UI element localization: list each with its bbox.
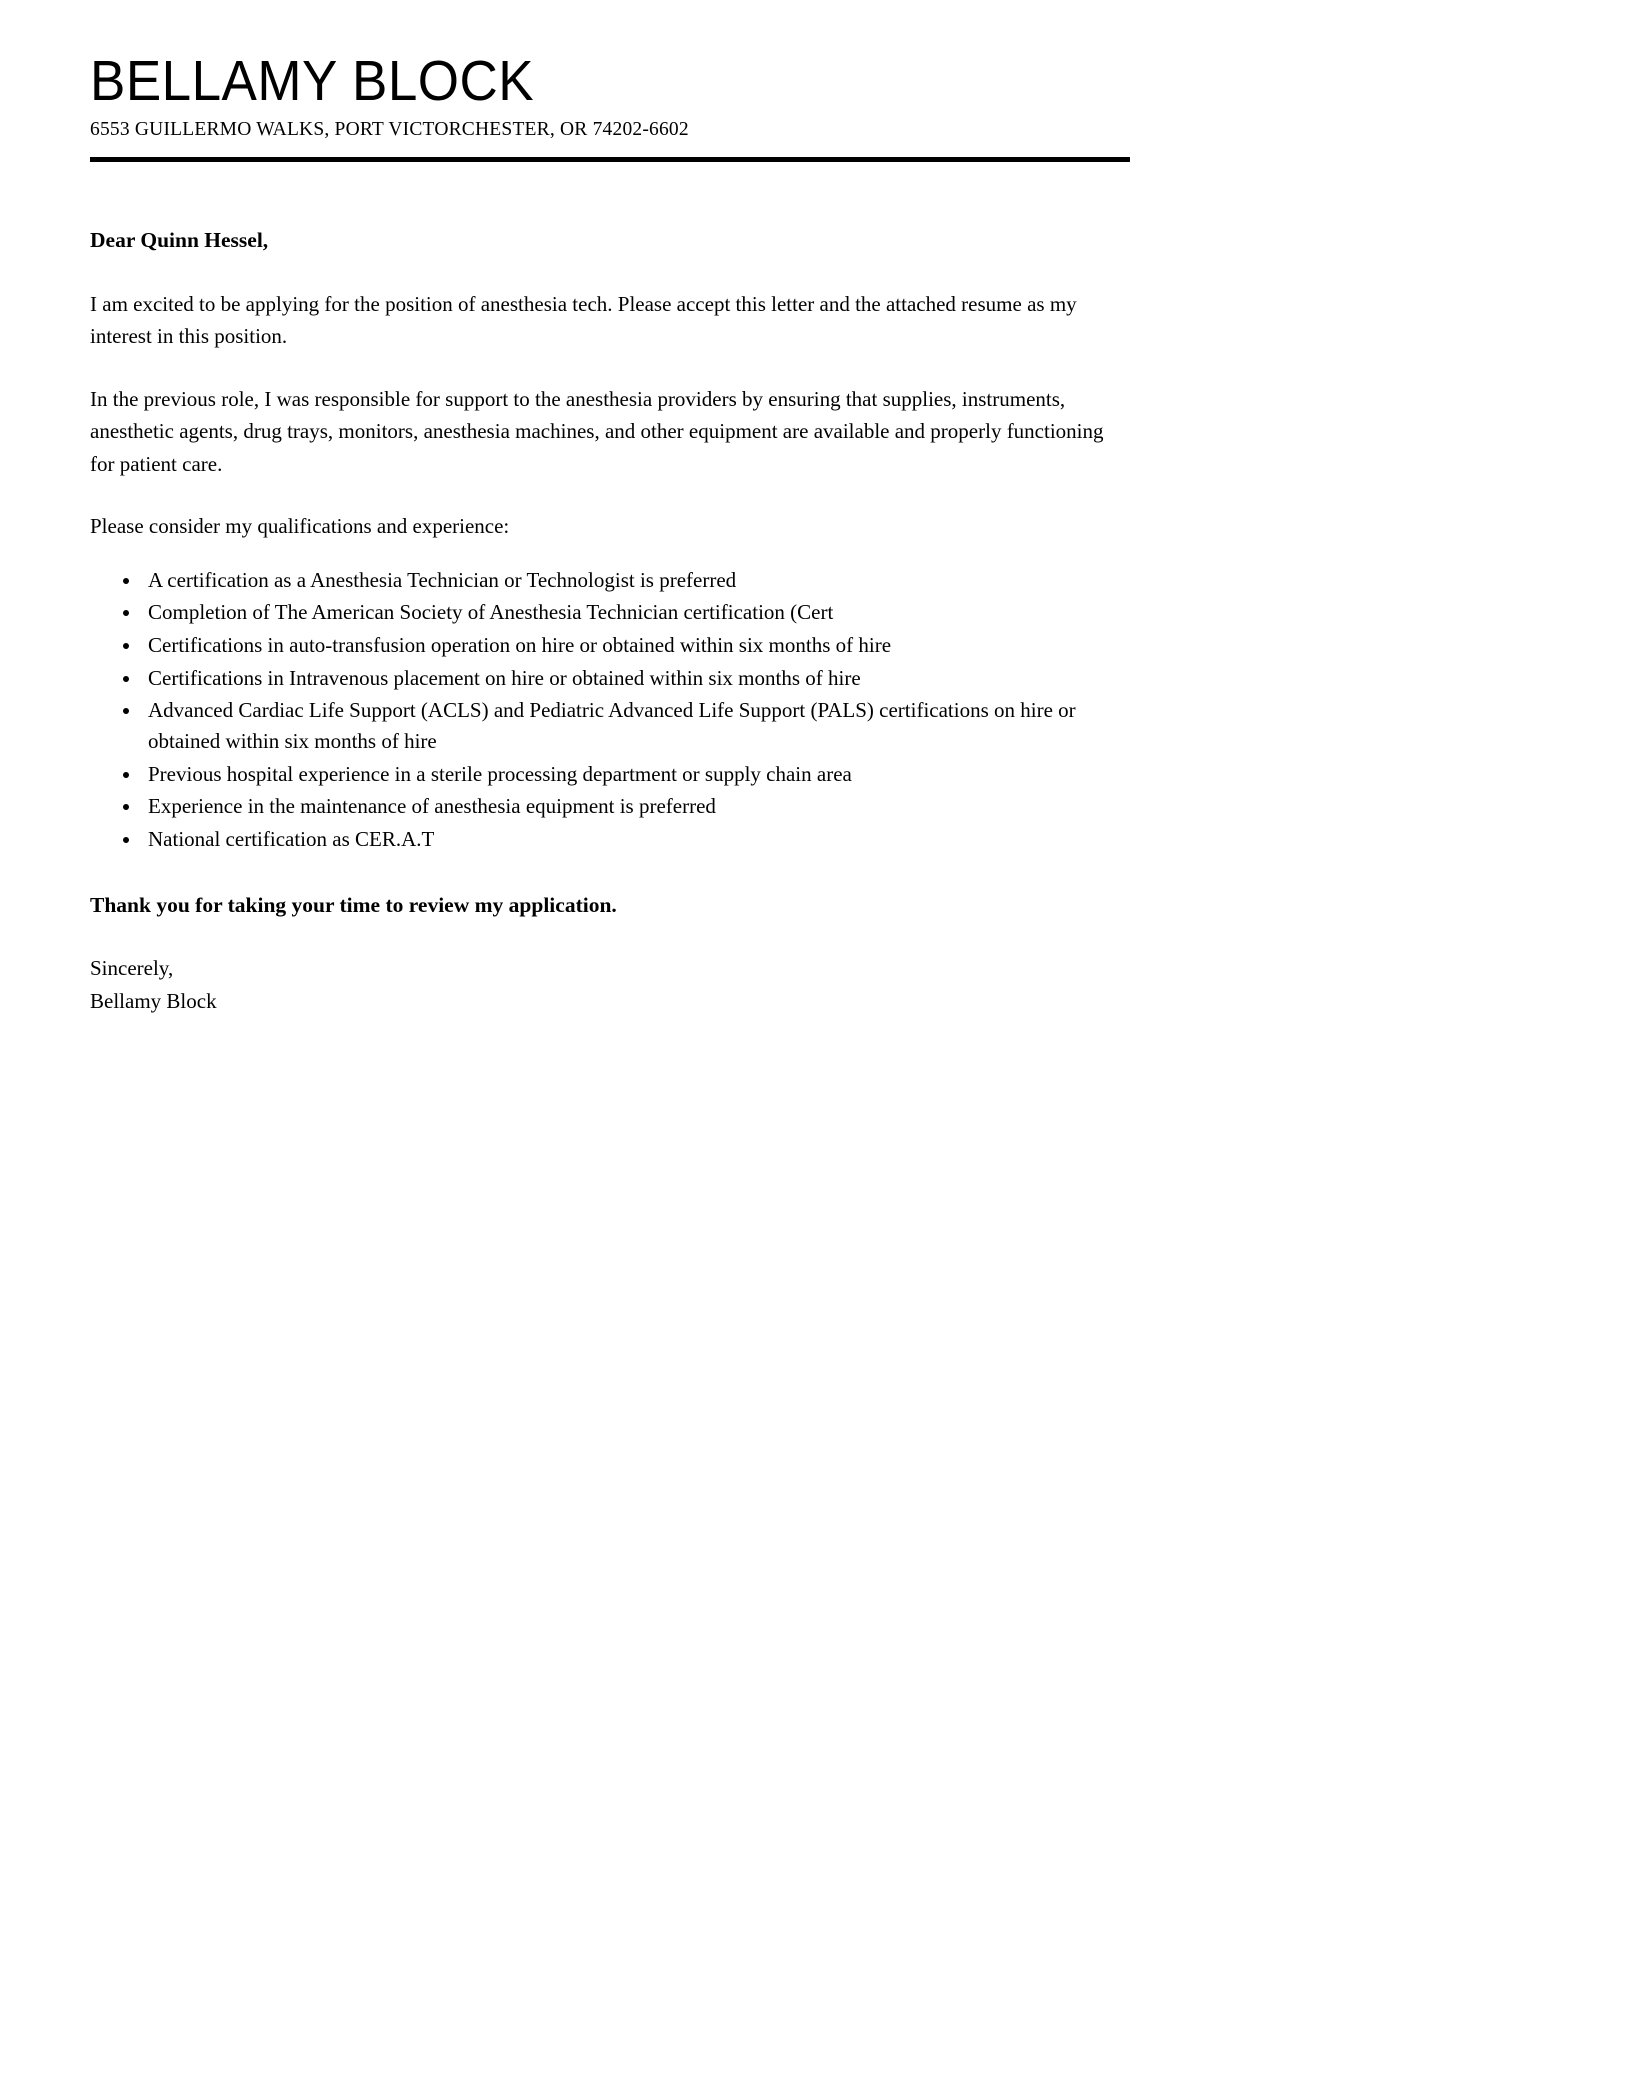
applicant-address: 6553 GUILLERMO WALKS, PORT VICTORCHESTER, OR 74202-6602 — [90, 118, 689, 140]
header-divider — [90, 157, 1130, 162]
signature-block — [90, 952, 1130, 1017]
list-item: • Previous hospital experience in a sterile processing department or supply chain area — [142, 759, 1130, 790]
letterhead — [90, 49, 1130, 162]
letter-body — [90, 224, 1130, 1017]
thank-you-line: Thank you for taking your time to review my application. — [90, 892, 617, 917]
salutation: Dear Quinn Hessel, — [90, 228, 269, 253]
sign-off: Sincerely, — [90, 956, 174, 981]
list-item: • Certifications in auto-transfusion operation on hire or obtained within six months of hire — [142, 630, 1130, 661]
applicant-name: BELLAMY BLOCK — [90, 49, 535, 113]
list-item: • National certification as CER.A.T — [142, 824, 1130, 855]
list-item: • Experience in the maintenance of anesthesia equipment is preferred — [142, 791, 1130, 822]
qualifications-list — [90, 565, 1130, 855]
paragraph-experience: In the previous role, I was responsible for support to the anesthesia providers by ensuring that supplies, instruments, anesthetic agents, drug trays, monitors, anesthesia machines, and other equipment are available and properly functioning for patient care. — [90, 386, 1104, 476]
list-item: • Completion of The American Society of Anesthesia Technician certification (Cert — [142, 597, 1130, 628]
paragraph-intro: I am excited to be applying for the position of anesthesia tech. Please accept this letter and the attached resume as my interest in this position. — [90, 291, 1077, 349]
list-item: • Certifications in Intravenous placement on hire or obtained within six months of hire — [142, 663, 1130, 694]
qualifications-lead-in: Please consider my qualifications and experience: — [90, 514, 510, 539]
signature-name: Bellamy Block — [90, 988, 217, 1013]
list-item: • Advanced Cardiac Life Support (ACLS) and Pediatric Advanced Life Support (PALS) certifications on hire or obtained within six months of hire — [142, 695, 1130, 756]
list-item: • A certification as a Anesthesia Technician or Technologist is preferred — [142, 565, 1130, 596]
